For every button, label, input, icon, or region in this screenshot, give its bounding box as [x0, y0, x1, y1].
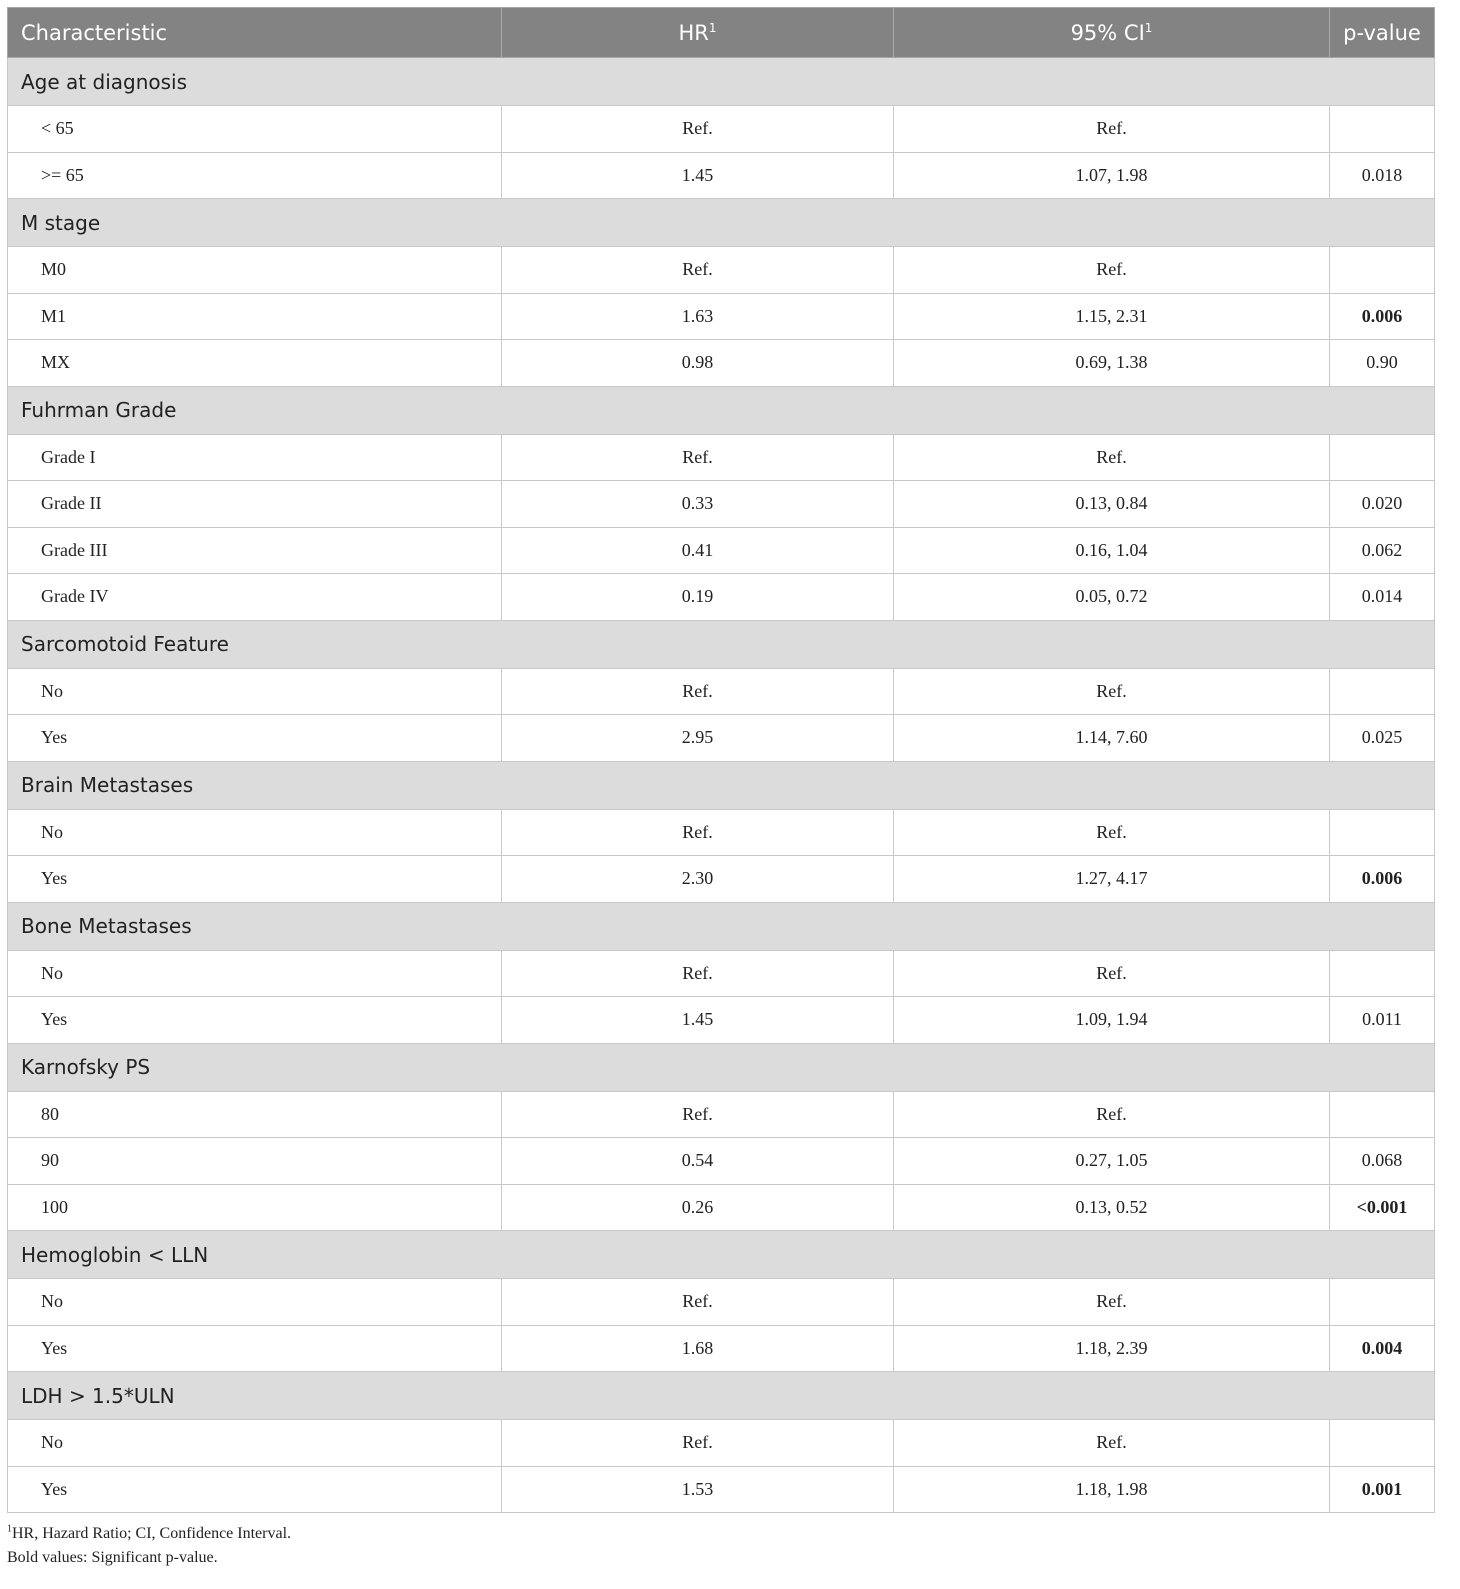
header-hr-label: HR [678, 20, 709, 45]
pvalue-cell: 0.062 [1330, 527, 1435, 574]
ci-cell: 1.27, 4.17 [894, 856, 1330, 903]
row-label: Yes [8, 856, 502, 903]
ci-cell: 0.16, 1.04 [894, 527, 1330, 574]
hr-cell: Ref. [502, 668, 894, 715]
table-footnotes [7, 1522, 1434, 1570]
header-ci-label: 95% CI [1070, 20, 1145, 45]
group-label: Karnofsky PS [8, 1043, 1435, 1091]
hr-cell: Ref. [502, 247, 894, 294]
row-label: M1 [8, 293, 502, 340]
group-label: Hemoglobin < LLN [8, 1231, 1435, 1279]
ci-cell: 0.69, 1.38 [894, 340, 1330, 387]
pvalue-cell [1330, 809, 1435, 856]
table-row [8, 809, 1435, 856]
pvalue-cell: 0.011 [1330, 997, 1435, 1044]
row-label: Grade III [8, 527, 502, 574]
table-row [8, 527, 1435, 574]
hr-cell: 0.33 [502, 481, 894, 528]
row-label: No [8, 809, 502, 856]
pvalue-cell: 0.006 [1330, 293, 1435, 340]
hr-cell: 0.98 [502, 340, 894, 387]
footnote-1 [7, 1522, 1434, 1546]
header-pvalue [1330, 8, 1435, 58]
hr-cell: Ref. [502, 1279, 894, 1326]
group-row [8, 902, 1435, 950]
ci-cell: 0.13, 0.84 [894, 481, 1330, 528]
row-label: < 65 [8, 106, 502, 153]
ci-cell: Ref. [894, 247, 1330, 294]
table-row [8, 1325, 1435, 1372]
ci-cell: Ref. [894, 668, 1330, 715]
ci-cell: 0.13, 0.52 [894, 1184, 1330, 1231]
pvalue-cell: 0.001 [1330, 1466, 1435, 1513]
group-label: M stage [8, 199, 1435, 247]
pvalue-cell [1330, 434, 1435, 481]
hr-cell: 2.95 [502, 715, 894, 762]
hr-cell: Ref. [502, 1420, 894, 1467]
ci-cell: 0.27, 1.05 [894, 1138, 1330, 1185]
header-hr-footnote-mark: 1 [708, 20, 717, 35]
hr-cell: 1.45 [502, 152, 894, 199]
header-hr [502, 8, 894, 58]
table-header [8, 8, 1435, 58]
row-label: Grade I [8, 434, 502, 481]
row-label: 100 [8, 1184, 502, 1231]
row-label: No [8, 668, 502, 715]
ci-cell: Ref. [894, 950, 1330, 997]
hr-cell: Ref. [502, 434, 894, 481]
table-row [8, 1279, 1435, 1326]
group-label: Age at diagnosis [8, 58, 1435, 106]
hr-cell: 1.53 [502, 1466, 894, 1513]
pvalue-cell [1330, 668, 1435, 715]
group-row [8, 58, 1435, 106]
table-row [8, 1184, 1435, 1231]
hr-cell: 0.26 [502, 1184, 894, 1231]
pvalue-cell: 0.014 [1330, 574, 1435, 621]
header-row [8, 8, 1435, 58]
row-label: Grade II [8, 481, 502, 528]
table-row [8, 715, 1435, 762]
table-row [8, 1138, 1435, 1185]
table-row [8, 106, 1435, 153]
group-label: Brain Metastases [8, 761, 1435, 809]
pvalue-cell: 0.068 [1330, 1138, 1435, 1185]
hr-cell: 1.45 [502, 997, 894, 1044]
hr-cell: 0.41 [502, 527, 894, 574]
table-row [8, 574, 1435, 621]
hr-cell: 0.54 [502, 1138, 894, 1185]
table-body [8, 58, 1435, 1513]
pvalue-cell: 0.90 [1330, 340, 1435, 387]
hr-cell: Ref. [502, 1091, 894, 1138]
hr-cell: 1.63 [502, 293, 894, 340]
ci-cell: Ref. [894, 1420, 1330, 1467]
table-container [7, 7, 1434, 1570]
header-pvalue-label: p-value [1343, 20, 1421, 45]
header-ci-footnote-mark: 1 [1144, 20, 1153, 35]
row-label: Yes [8, 1466, 502, 1513]
ci-cell: 1.18, 2.39 [894, 1325, 1330, 1372]
table-row [8, 1466, 1435, 1513]
hr-cell: 1.68 [502, 1325, 894, 1372]
pvalue-cell [1330, 247, 1435, 294]
pvalue-cell: 0.006 [1330, 856, 1435, 903]
table-row [8, 856, 1435, 903]
ci-cell: 1.07, 1.98 [894, 152, 1330, 199]
row-label: Yes [8, 997, 502, 1044]
hr-cell: Ref. [502, 809, 894, 856]
header-ci [894, 8, 1330, 58]
hr-cell: 2.30 [502, 856, 894, 903]
pvalue-cell [1330, 950, 1435, 997]
row-label: No [8, 1279, 502, 1326]
pvalue-cell: 0.018 [1330, 152, 1435, 199]
ci-cell: Ref. [894, 1091, 1330, 1138]
row-label: No [8, 950, 502, 997]
table-row [8, 152, 1435, 199]
group-label: Fuhrman Grade [8, 386, 1435, 434]
row-label: 90 [8, 1138, 502, 1185]
group-label: Sarcomotoid Feature [8, 620, 1435, 668]
row-label: >= 65 [8, 152, 502, 199]
table-row [8, 1091, 1435, 1138]
group-row [8, 1231, 1435, 1279]
pvalue-cell [1330, 106, 1435, 153]
pvalue-cell [1330, 1420, 1435, 1467]
group-label: Bone Metastases [8, 902, 1435, 950]
header-characteristic [8, 8, 502, 58]
row-label: Yes [8, 715, 502, 762]
table-row [8, 247, 1435, 294]
ci-cell: 1.15, 2.31 [894, 293, 1330, 340]
group-row [8, 386, 1435, 434]
hr-cell: Ref. [502, 950, 894, 997]
pvalue-cell: 0.020 [1330, 481, 1435, 528]
pvalue-cell: 0.004 [1330, 1325, 1435, 1372]
hazard-ratio-table [7, 7, 1435, 1513]
footnote-1-text: HR, Hazard Ratio; CI, Confidence Interval. [12, 1525, 292, 1542]
row-label: Yes [8, 1325, 502, 1372]
pvalue-cell: 0.025 [1330, 715, 1435, 762]
table-row [8, 950, 1435, 997]
header-characteristic-label: Characteristic [21, 20, 168, 45]
ci-cell: 1.14, 7.60 [894, 715, 1330, 762]
group-row [8, 1043, 1435, 1091]
ci-cell: Ref. [894, 1279, 1330, 1326]
row-label: No [8, 1420, 502, 1467]
table-row [8, 997, 1435, 1044]
table-row [8, 340, 1435, 387]
row-label: MX [8, 340, 502, 387]
group-row [8, 620, 1435, 668]
table-row [8, 481, 1435, 528]
ci-cell: Ref. [894, 106, 1330, 153]
table-row [8, 668, 1435, 715]
footnote-2: Bold values: Significant p-value. [7, 1549, 218, 1566]
ci-cell: 1.18, 1.98 [894, 1466, 1330, 1513]
group-row [8, 199, 1435, 247]
ci-cell: Ref. [894, 434, 1330, 481]
row-label: M0 [8, 247, 502, 294]
table-row [8, 434, 1435, 481]
group-row [8, 1372, 1435, 1420]
pvalue-cell: <0.001 [1330, 1184, 1435, 1231]
hr-cell: 0.19 [502, 574, 894, 621]
table-row [8, 1420, 1435, 1467]
row-label: Grade IV [8, 574, 502, 621]
pvalue-cell [1330, 1091, 1435, 1138]
ci-cell: 1.09, 1.94 [894, 997, 1330, 1044]
ci-cell: 0.05, 0.72 [894, 574, 1330, 621]
ci-cell: Ref. [894, 809, 1330, 856]
hr-cell: Ref. [502, 106, 894, 153]
table-row [8, 293, 1435, 340]
group-label: LDH > 1.5*ULN [8, 1372, 1435, 1420]
row-label: 80 [8, 1091, 502, 1138]
footnote-1-mark: 1 [7, 1523, 12, 1535]
pvalue-cell [1330, 1279, 1435, 1326]
group-row [8, 761, 1435, 809]
